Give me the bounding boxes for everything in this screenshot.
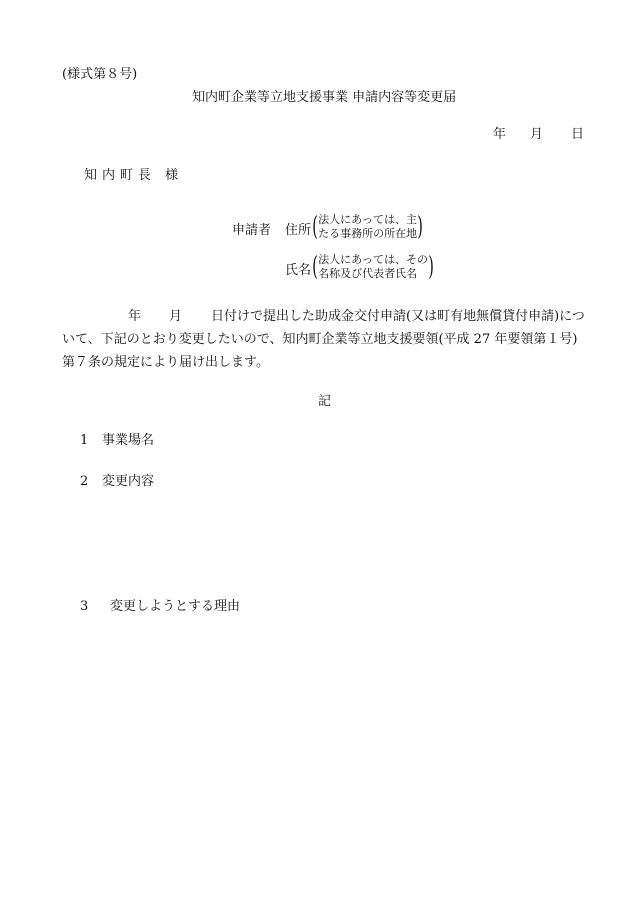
- ki-heading: 記: [318, 394, 332, 409]
- body-paragraph-line-2: いて、下記のとおり変更したいので、知内町企業等立地支援要領(平成 27 年要領第１号): [62, 332, 578, 347]
- addressee: 知内町長 様: [84, 168, 184, 183]
- item-label-change-details: 変更内容: [102, 474, 155, 489]
- body-month: 月: [169, 309, 183, 324]
- close-paren: ): [428, 252, 434, 282]
- name-note-line1: 法人にあっては、その: [318, 253, 429, 266]
- item-number: 2: [80, 474, 89, 489]
- body-year: 年: [128, 309, 142, 324]
- date-line: [493, 128, 584, 141]
- document-title: 知内町企業等立地支援事業 申請内容等変更届: [192, 90, 457, 105]
- name-label: 氏名: [285, 263, 312, 278]
- open-paren: (: [312, 212, 318, 242]
- close-paren: ): [417, 212, 424, 242]
- date-day: 日: [571, 127, 585, 142]
- address-note-line1: 法人にあっては、主: [318, 213, 418, 226]
- address-label: 住所: [285, 223, 312, 238]
- body-paragraph-line-1: [128, 310, 585, 323]
- address-note: [310, 213, 425, 241]
- name-note-line2: 名称及び代表者氏名: [318, 267, 418, 280]
- item-number: 1: [80, 433, 89, 448]
- name-note: [310, 253, 436, 281]
- applicant-label: 申請者: [232, 223, 272, 238]
- body-line1-text: 日付けで提出した助成金交付申請(又は町有地無償貸付申請)につ: [211, 309, 585, 324]
- open-paren: (: [312, 252, 318, 282]
- item-label-change-reason: 変更しようとする理由: [110, 599, 241, 614]
- date-year: 年: [493, 127, 507, 142]
- address-note-line2: たる事務所の所在地: [318, 227, 418, 240]
- form-number: (様式第８号): [62, 67, 138, 82]
- item-number: 3: [80, 599, 89, 614]
- item-label-business-site: 事業場名: [102, 433, 155, 448]
- body-paragraph-line-3: 第７条の規定により届け出します。: [62, 355, 269, 370]
- date-month: 月: [530, 127, 544, 142]
